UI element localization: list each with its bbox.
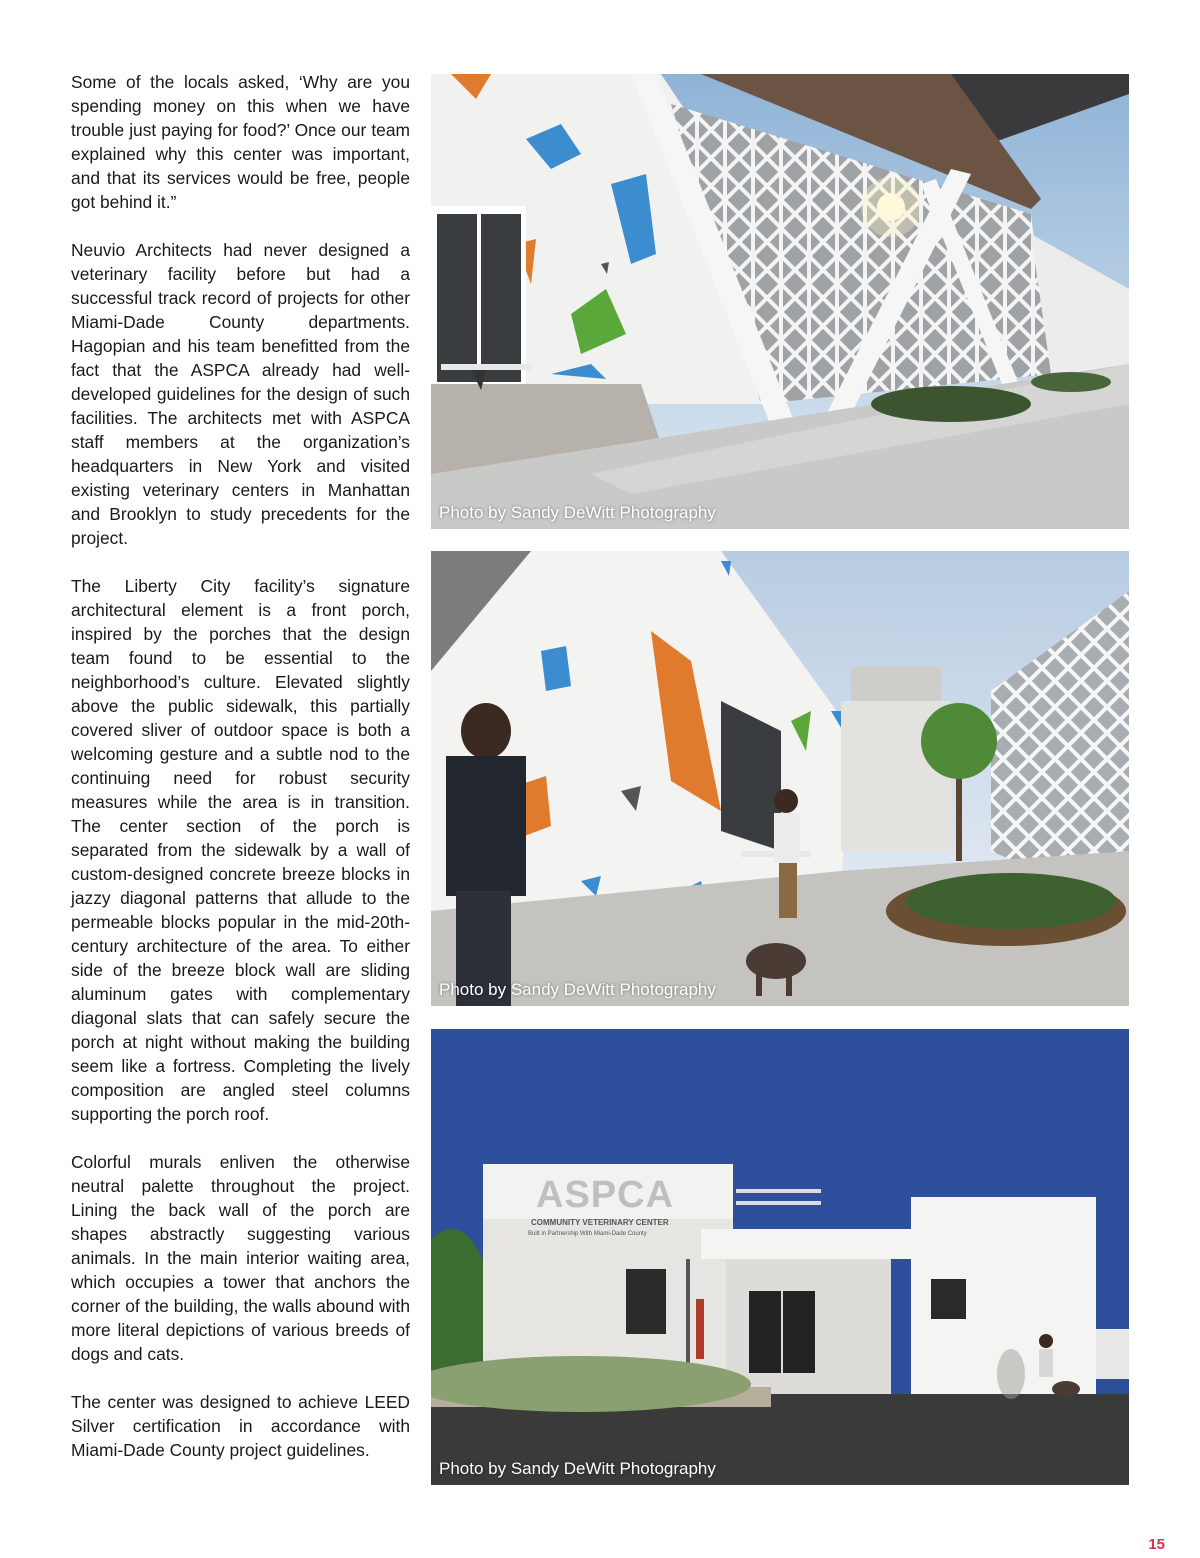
photo-building-exterior-image bbox=[431, 1029, 1129, 1485]
photo-credit: Photo by Sandy DeWitt Photography bbox=[439, 980, 716, 999]
sign-line1: COMMUNITY VETERINARY CENTER bbox=[531, 1218, 669, 1227]
photo-building-exterior bbox=[431, 1029, 1129, 1485]
page-number: 15 bbox=[1148, 1536, 1165, 1553]
sign-line2: Built in Partnership With Miami-Dade County bbox=[528, 1231, 647, 1237]
photo-porch-lattice bbox=[431, 74, 1129, 529]
paragraph: Some of the locals asked, ‘Why are you spending money on this when we have trouble just paying for food?’ Once our team explained why this center was important, and that its services would be free, people got behind it.” bbox=[71, 72, 410, 212]
photo-mural-courtyard bbox=[431, 551, 1129, 1006]
paragraph: The Liberty City facility’s signature architectural element is a front porch, inspired by the porches that the design team found to be essential to the neighborhood’s culture. Elevated slightly above the public sidewalk, this partially covered sliver of outdoor space is both a welcoming gesture and a subtle nod to the continuing need for robust security measures while the area is in transition. The center section of the porch is separated from the sidewalk by a wall of custom-designed concrete breeze blocks in jazzy diagonal patterns that allude to the permeable blocks popular in the mid-20th-century architecture of the area. To either side of the breeze block wall are sliding aluminum gates with complementary diagonal slats that can safely secure the porch at night without making the building seem like a fortress. Completing the lively composition are angled steel columns supporting the porch roof. bbox=[71, 576, 410, 1124]
paragraph: Neuvio Architects had never designed a veterinary facility before but had a successful track record of projects for other Miami-Dade County departments. Hagopian and his team benefitted from the fact that the ASPCA already had well-developed guidelines for the design of such facilities. The architects met with ASPCA staff members at the organization’s headquarters in New York and visited existing veterinary centers in Manhattan and Brooklyn to study precedents for the project. bbox=[71, 240, 410, 548]
photo-credit: Photo by Sandy DeWitt Photography bbox=[439, 1459, 716, 1478]
paragraph: The center was designed to achieve LEED Silver certification in accordance with Miami-Dade County project guidelines. bbox=[71, 1392, 410, 1460]
photo-credit: Photo by Sandy DeWitt Photography bbox=[439, 503, 716, 522]
paragraph: Colorful murals enliven the otherwise neutral palette throughout the project. Lining the back wall of the porch are shapes abstractly suggesting various animals. In the main interior waiting area, which occupies a tower that anchors the corner of the building, the walls abound with more literal depictions of various breeds of dogs and cats. bbox=[71, 1152, 410, 1364]
sign-logo: ASPCA bbox=[536, 1174, 675, 1216]
photo-porch-lattice-image bbox=[431, 74, 1129, 529]
photo-mural-courtyard-image bbox=[431, 551, 1129, 1006]
article-body bbox=[71, 70, 410, 1462]
